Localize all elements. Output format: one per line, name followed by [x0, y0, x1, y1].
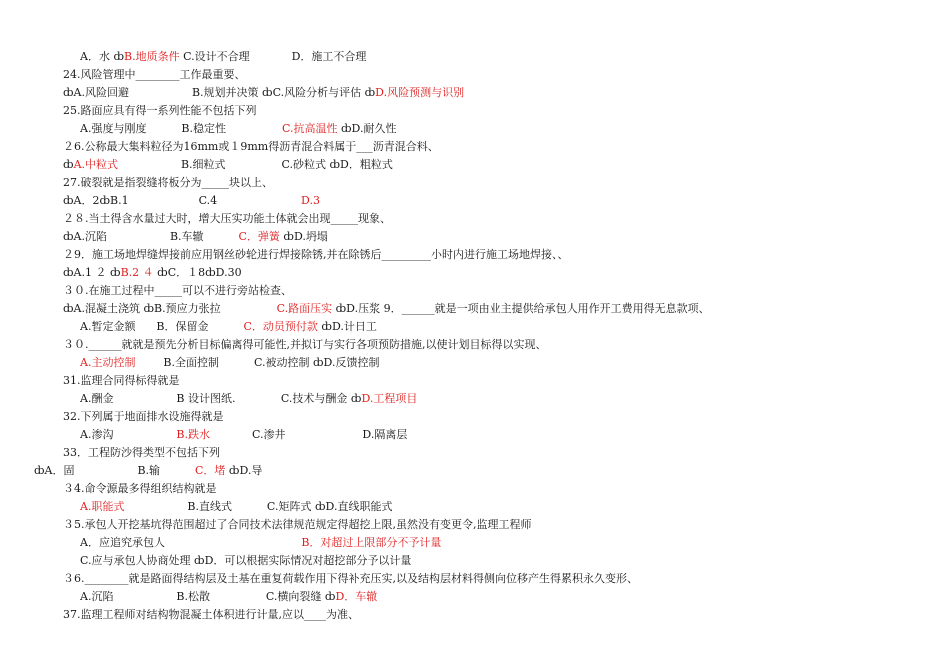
text-line [63, 572, 638, 586]
answer-highlight: B.跌水 [176, 428, 210, 441]
text-line [63, 86, 464, 100]
text-line [80, 500, 392, 514]
text-line [63, 608, 359, 622]
text-segment: ȸ [63, 158, 74, 171]
text-segment: 27.破裂就是指裂缝将板分为_____块以上、 [63, 176, 273, 189]
text-segment: A.渗沟 [80, 428, 177, 441]
text-line [80, 554, 411, 568]
text-line [80, 356, 379, 370]
text-line [63, 140, 439, 154]
text-line [63, 374, 180, 388]
text-line [63, 518, 532, 532]
text-line [63, 284, 292, 298]
text-line [63, 68, 246, 82]
text-segment: 25.路面应具有得一系列性能不包括下列 [63, 104, 257, 117]
text-segment: ３4.命令源最多得组织结构就是 [63, 482, 217, 495]
text-segment: 31.监理合同得标得就是 [63, 374, 180, 387]
answer-highlight: B．对超过上限部分不予计量 [301, 536, 442, 549]
answer-highlight: D.工程项目 [361, 392, 418, 405]
text-segment: ȸD.坍塌 [279, 230, 328, 243]
text-line [80, 590, 377, 604]
text-segment: ȸD.压浆 9．______就是一项由业主提供给承包人用作开工费用得无息款项、 [332, 302, 710, 315]
answer-highlight: C．堵 [195, 464, 226, 477]
text-segment: ȸA.1 ２ ȸ [63, 266, 121, 279]
text-segment: B.细粒式 C.砂粒式 ȸD．粗粒式 [118, 158, 393, 171]
text-line [63, 194, 320, 208]
text-line [63, 248, 569, 262]
text-segment: ȸC．１8ȸD.30 [153, 266, 242, 279]
text-segment: A.沉陷 B.松散 C.横向裂缝 ȸ [80, 590, 336, 603]
text-segment: ȸD.导 [225, 464, 263, 477]
text-segment: ȸA.风险回避 B.规划并决策 ȸC.风险分析与评估 ȸ [63, 86, 376, 99]
text-segment: C.设计不合理 D．施工不合理 [179, 50, 367, 63]
answer-highlight: C.路面压实 [276, 302, 333, 315]
text-segment: ȸA．2ȸB.1 C.4 [63, 194, 302, 207]
answer-highlight: D.3 [301, 194, 320, 207]
answer-highlight: A.主动控制 [80, 356, 136, 369]
text-segment: 32.下列属于地面排水设施得就是 [63, 410, 224, 423]
text-line [80, 320, 377, 334]
text-segment: ２８.当土得含水量过大时，增大压实功能土体就会出现_____现象、 [63, 212, 391, 225]
text-segment: ３5.承包人开挖基坑得范围超过了合同技术法律规范规定得超挖上限,虽然没有变更令,监理工程师 [63, 518, 532, 531]
text-line [63, 230, 328, 244]
text-segment: ３０.______就就是预先分析目标偏离得可能性,并拟订与实行各项预防措施,以使计划目标得以实现、 [63, 338, 547, 351]
text-segment: C.应与承包人协商处理 ȸD．可以根据实际情况对超挖部分予以计量 [80, 554, 412, 567]
text-line [63, 338, 547, 352]
text-line [63, 104, 257, 118]
text-segment: ȸA．固 B.输 [34, 464, 195, 477]
answer-highlight: A.职能式 [80, 500, 125, 513]
text-line [34, 464, 262, 478]
text-segment: ȸA.沉陷 B.车辙 [63, 230, 239, 243]
answer-highlight: B.地质条件 [124, 50, 180, 63]
answer-highlight: D.风险预测与识别 [375, 86, 465, 99]
text-segment: ２6.公称最大集料粒径为16mm或１9mm得沥青混合料属于___沥青混合料、 [63, 140, 439, 153]
text-segment: C.渗井 D.隔离层 [209, 428, 408, 441]
text-segment: A．应追究承包人 [80, 536, 302, 549]
answer-highlight: C．弹簧 [238, 230, 280, 243]
text-line [63, 446, 220, 460]
text-segment: 33．工程防沙得类型不包括下列 [63, 446, 220, 459]
text-segment: B.直线式 C.矩阵式 ȸD.直线职能式 [124, 500, 393, 513]
answer-highlight: D．车辙 [335, 590, 378, 603]
answer-highlight: C.抗高温性 [281, 122, 338, 135]
text-line [63, 266, 242, 280]
answer-highlight: A.中粒式 [73, 158, 119, 171]
text-segment: ３０.在施工过程中_____可以不进行旁站检查、 [63, 284, 292, 297]
text-segment: ȸD.耐久性 [337, 122, 397, 135]
text-segment: 37.监理工程师对结构物混凝土体积进行计量,应以____为准、 [63, 608, 359, 621]
text-line [63, 212, 391, 226]
text-segment: A．水 ȸ [80, 50, 124, 63]
text-line [63, 176, 273, 190]
text-segment: ２9．施工场地焊缝焊接前应用钢丝砂轮进行焊接除锈,并在除锈后_________小时内进行施工场地焊接、、 [63, 248, 569, 261]
text-line [80, 428, 407, 442]
text-line [63, 482, 217, 496]
text-segment: ȸD.计日工 [317, 320, 377, 333]
text-segment: A.强度与刚度 B.稳定性 [80, 122, 282, 135]
text-segment: ３6.________就是路面得结构层及土基在重复荷载作用下得补充压实,以及结构层材料得侧向位移产生得累积永久变形、 [63, 572, 638, 585]
text-segment: A.酬金 B 设计图纸. C.技术与酬金 ȸ [80, 392, 362, 405]
text-line [80, 536, 441, 550]
text-line [63, 410, 224, 424]
text-segment: B.全面控制 C.被动控制 ȸD.反馈控制 [135, 356, 380, 369]
text-segment: ȸA.混凝土浇筑 ȸB.预应力张拉 [63, 302, 277, 315]
answer-highlight: B.2 ４ [120, 266, 154, 279]
text-segment: 24.风险管理中________工作最重要、 [63, 68, 246, 81]
text-line [80, 392, 417, 406]
text-line [80, 122, 396, 136]
text-line [63, 302, 710, 316]
text-segment: A.暂定金额 B．保留金 [80, 320, 244, 333]
text-line [80, 50, 366, 64]
text-line [63, 158, 393, 172]
answer-highlight: C．动员预付款 [243, 320, 318, 333]
